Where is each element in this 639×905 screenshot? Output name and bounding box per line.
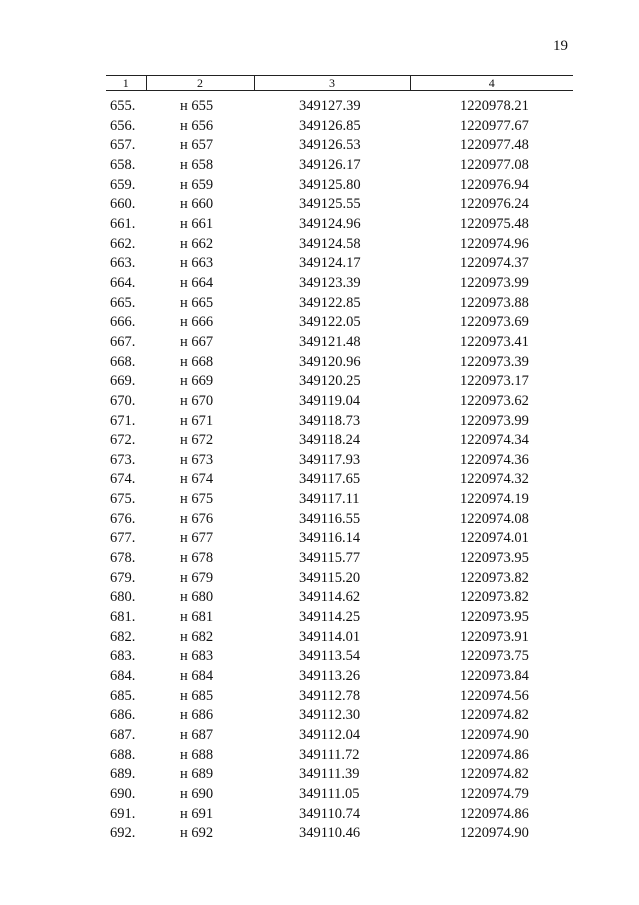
coordinates-table-container (106, 75, 573, 844)
row-number: 687. (110, 727, 136, 743)
table-row (106, 412, 573, 432)
coordinate-y: 1220974.36 (460, 451, 529, 468)
coordinate-x: 349124.58 (299, 235, 361, 252)
table-row (106, 294, 573, 314)
row-number: 682. (110, 628, 136, 645)
table-row (106, 588, 573, 608)
coordinate-x: 349125.80 (299, 176, 361, 193)
point-name: н 663 (180, 255, 214, 272)
coordinate-y: 1220973.91 (460, 628, 529, 645)
coordinate-y: 1220973.82 (460, 589, 529, 606)
point-name: н 671 (180, 412, 214, 429)
coordinate-x: 349117.11 (299, 491, 360, 508)
point-name: н 691 (180, 805, 214, 822)
coordinate-y: 1220977.67 (460, 117, 529, 134)
point-name: н 666 (180, 314, 214, 331)
point-name: н 659 (180, 176, 214, 193)
point-name: н 676 (180, 510, 214, 527)
point-name: н 680 (180, 589, 214, 606)
row-number: 657. (110, 137, 136, 154)
point-name: н 669 (180, 373, 214, 390)
table-header-row (106, 76, 573, 91)
row-number: 658. (110, 156, 136, 173)
row-number: 659. (110, 176, 136, 193)
row-number: 674. (110, 471, 136, 488)
coordinate-y: 1220974.01 (460, 530, 529, 547)
coordinate-x: 349127.39 (299, 98, 361, 114)
coordinate-x: 349117.65 (299, 471, 361, 488)
point-name: н 681 (180, 609, 214, 626)
point-name: н 658 (180, 156, 214, 173)
coordinate-y: 1220974.08 (460, 510, 529, 527)
point-name: н 664 (180, 274, 214, 291)
point-name: н 688 (180, 746, 214, 763)
coordinate-y: 1220973.41 (460, 333, 529, 350)
row-number: 679. (110, 569, 136, 586)
row-number: 666. (110, 314, 136, 331)
coordinate-y: 1220973.95 (460, 609, 529, 626)
coordinate-y: 1220976.24 (460, 196, 529, 213)
coordinate-y: 1220974.56 (460, 687, 529, 704)
coordinate-y: 1220974.82 (460, 707, 529, 724)
row-number: 667. (110, 333, 136, 350)
table-row (106, 510, 573, 530)
table-row (106, 117, 573, 137)
table-row (106, 549, 573, 569)
coordinate-x: 349113.26 (299, 668, 361, 685)
row-number: 680. (110, 589, 136, 606)
coordinate-x: 349120.96 (299, 353, 361, 370)
coordinate-y: 1220974.79 (460, 785, 529, 802)
row-number: 669. (110, 373, 136, 390)
point-name: н 684 (180, 668, 214, 685)
coordinate-x: 349113.54 (299, 648, 361, 665)
point-name: н 668 (180, 353, 214, 370)
coordinate-y: 1220973.62 (460, 392, 529, 409)
table-row (106, 647, 573, 667)
table-row (106, 176, 573, 196)
coordinate-x: 349126.17 (299, 156, 361, 173)
coordinate-y: 1220973.69 (460, 314, 529, 331)
point-name: н 655 (180, 98, 214, 114)
coordinate-x: 349117.93 (299, 451, 361, 468)
point-name: н 678 (180, 550, 214, 567)
row-number: 683. (110, 648, 136, 665)
table-row (106, 274, 573, 294)
coordinate-x: 349118.24 (299, 432, 361, 449)
coordinate-x: 349111.05 (299, 785, 360, 802)
coordinate-y: 1220974.90 (460, 727, 529, 743)
point-name: н 677 (180, 530, 214, 547)
table-row (106, 746, 573, 766)
point-name: н 689 (180, 766, 214, 783)
point-name: н 673 (180, 451, 214, 468)
table-row (106, 805, 573, 825)
table-row (106, 687, 573, 707)
coordinate-y: 1220973.39 (460, 353, 529, 370)
coordinate-y: 1220978.21 (460, 98, 529, 114)
table-row (106, 254, 573, 274)
row-number: 664. (110, 274, 136, 291)
coordinate-y: 1220973.88 (460, 294, 529, 311)
row-number: 684. (110, 668, 136, 685)
row-number: 662. (110, 235, 136, 252)
table-row (106, 726, 573, 746)
table-row (106, 451, 573, 471)
coordinates-table (106, 75, 573, 844)
row-number: 678. (110, 550, 136, 567)
coordinate-x: 349122.85 (299, 294, 361, 311)
coordinate-x: 349110.46 (299, 825, 361, 842)
table-row (106, 156, 573, 176)
coordinate-x: 349124.17 (299, 255, 361, 272)
coordinate-y: 1220974.82 (460, 766, 529, 783)
coordinate-x: 349126.85 (299, 117, 361, 134)
coordinate-y: 1220973.84 (460, 668, 529, 685)
coordinate-y: 1220974.19 (460, 491, 529, 508)
coordinate-x: 349114.62 (299, 589, 361, 606)
coordinate-y: 1220974.86 (460, 805, 529, 822)
coordinate-x: 349114.01 (299, 628, 361, 645)
row-number: 689. (110, 766, 136, 783)
row-number: 668. (110, 353, 136, 370)
coordinate-y: 1220976.94 (460, 176, 529, 193)
row-number: 672. (110, 432, 136, 449)
coordinate-x: 349124.96 (299, 215, 361, 232)
coordinate-x: 349111.39 (299, 766, 360, 783)
point-name: н 682 (180, 628, 214, 645)
row-number: 670. (110, 392, 136, 409)
column-header-3: 3 (254, 76, 410, 91)
row-number: 675. (110, 491, 136, 508)
table-row (106, 353, 573, 373)
coordinate-x: 349118.73 (299, 412, 361, 429)
coordinate-x: 349126.53 (299, 137, 361, 154)
point-name: н 687 (180, 727, 214, 743)
coordinate-y: 1220973.75 (460, 648, 529, 665)
coordinate-y: 1220974.32 (460, 471, 529, 488)
coordinate-x: 349116.14 (299, 530, 361, 547)
coordinate-x: 349112.04 (299, 727, 361, 743)
row-number: 685. (110, 687, 136, 704)
point-name: н 692 (180, 825, 214, 842)
point-name: н 656 (180, 117, 214, 134)
row-number: 690. (110, 785, 136, 802)
point-name: н 679 (180, 569, 214, 586)
coordinate-x: 349111.72 (299, 746, 360, 763)
table-row (106, 765, 573, 785)
page-number: 19 (553, 38, 568, 54)
table-row (106, 313, 573, 333)
row-number: 655. (110, 98, 136, 114)
coordinate-x: 349115.77 (299, 550, 361, 567)
column-header-4: 4 (410, 76, 573, 91)
table-row (106, 392, 573, 412)
coordinate-y: 1220973.17 (460, 373, 529, 390)
table-row (106, 235, 573, 255)
point-name: н 672 (180, 432, 214, 449)
coordinate-x: 349115.20 (299, 569, 361, 586)
row-number: 681. (110, 609, 136, 626)
table-row (106, 470, 573, 490)
coordinate-x: 349121.48 (299, 333, 361, 350)
table-row (106, 667, 573, 687)
coordinate-y: 1220974.90 (460, 825, 529, 842)
table-row (106, 91, 573, 117)
point-name: н 661 (180, 215, 214, 232)
row-number: 660. (110, 196, 136, 213)
row-number: 686. (110, 707, 136, 724)
coordinate-x: 349114.25 (299, 609, 361, 626)
row-number: 691. (110, 805, 136, 822)
coordinate-x: 349119.04 (299, 392, 361, 409)
coordinate-y: 1220973.95 (460, 550, 529, 567)
coordinate-y: 1220973.99 (460, 412, 529, 429)
table-row (106, 824, 573, 844)
row-number: 673. (110, 451, 136, 468)
row-number: 661. (110, 215, 136, 232)
coordinate-x: 349122.05 (299, 314, 361, 331)
table-row (106, 195, 573, 215)
row-number: 677. (110, 530, 136, 547)
point-name: н 667 (180, 333, 214, 350)
table-row (106, 529, 573, 549)
point-name: н 683 (180, 648, 214, 665)
point-name: н 675 (180, 491, 214, 508)
table-row (106, 785, 573, 805)
coordinate-x: 349120.25 (299, 373, 361, 390)
point-name: н 674 (180, 471, 214, 488)
row-number: 676. (110, 510, 136, 527)
row-number: 665. (110, 294, 136, 311)
point-name: н 670 (180, 392, 214, 409)
point-name: н 662 (180, 235, 214, 252)
coordinate-x: 349110.74 (299, 805, 361, 822)
coordinate-y: 1220973.99 (460, 274, 529, 291)
table-body (106, 91, 573, 844)
row-number: 656. (110, 117, 136, 134)
table-row (106, 372, 573, 392)
table-row (106, 569, 573, 589)
coordinate-x: 349125.55 (299, 196, 361, 213)
coordinate-x: 349123.39 (299, 274, 361, 291)
point-name: н 690 (180, 785, 214, 802)
point-name: н 665 (180, 294, 214, 311)
table-row (106, 136, 573, 156)
coordinate-y: 1220974.96 (460, 235, 529, 252)
coordinate-x: 349116.55 (299, 510, 361, 527)
table-row (106, 431, 573, 451)
point-name: н 660 (180, 196, 214, 213)
coordinate-x: 349112.30 (299, 707, 361, 724)
coordinate-y: 1220974.34 (460, 432, 529, 449)
table-row (106, 608, 573, 628)
column-header-2: 2 (146, 76, 254, 91)
column-header-1: 1 (106, 76, 146, 91)
row-number: 692. (110, 825, 136, 842)
row-number: 688. (110, 746, 136, 763)
coordinate-y: 1220974.86 (460, 746, 529, 763)
point-name: н 657 (180, 137, 214, 154)
coordinate-y: 1220974.37 (460, 255, 529, 272)
table-row (106, 215, 573, 235)
coordinate-y: 1220977.48 (460, 137, 529, 154)
row-number: 663. (110, 255, 136, 272)
table-row (106, 333, 573, 353)
table-row (106, 628, 573, 648)
table-row (106, 706, 573, 726)
coordinate-y: 1220975.48 (460, 215, 529, 232)
point-name: н 685 (180, 687, 214, 704)
row-number: 671. (110, 412, 136, 429)
table-row (106, 490, 573, 510)
coordinate-y: 1220973.82 (460, 569, 529, 586)
point-name: н 686 (180, 707, 214, 724)
coordinate-y: 1220977.08 (460, 156, 529, 173)
coordinate-x: 349112.78 (299, 687, 361, 704)
